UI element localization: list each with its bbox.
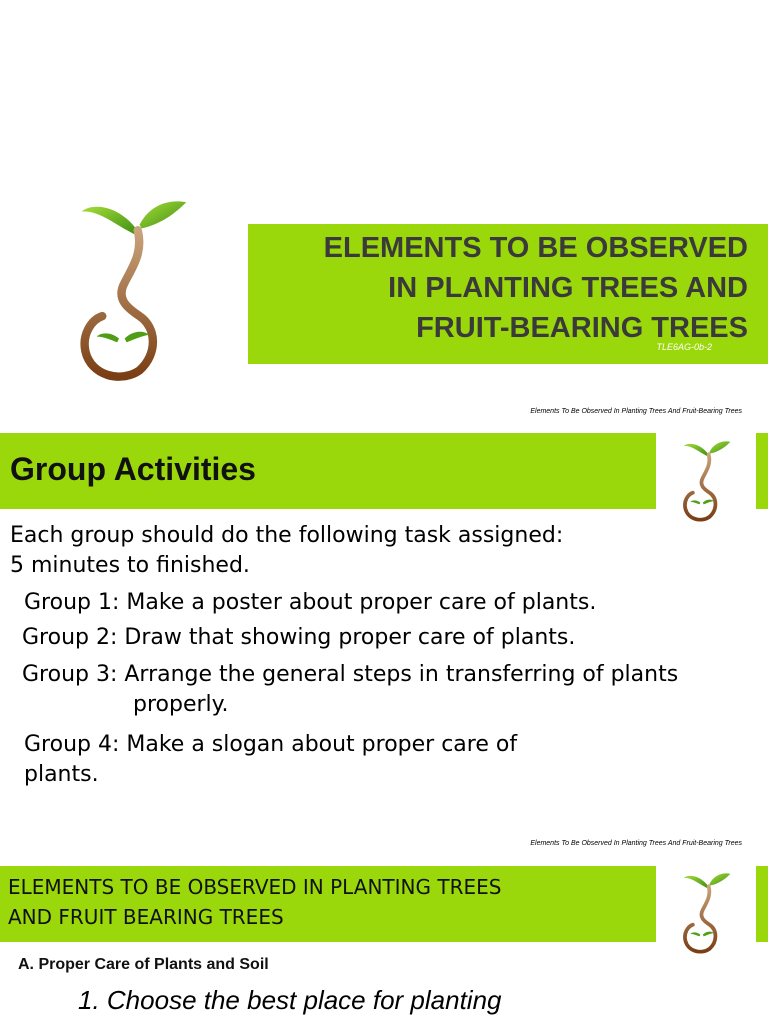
- slide2-group2: Group 2: Draw that showing proper care of plants.: [22, 625, 576, 650]
- slide3-logo: [682, 868, 732, 958]
- slide2-logo: [682, 436, 732, 526]
- slide1-title-box: [248, 224, 768, 364]
- slide1-title-line2: IN PLANTING TREES AND: [388, 272, 748, 304]
- slide2-group3-line2: properly.: [133, 692, 229, 717]
- slide2-group4-line2: plants.: [24, 762, 99, 787]
- slide1-title-line3: FRUIT-BEARING TREES: [416, 312, 748, 344]
- slide1-title: [258, 228, 748, 348]
- sprout-logo-icon: [682, 868, 732, 958]
- slide2-intro-line1: Each group should do the following task assigned:: [10, 523, 564, 548]
- slide2-group1: Group 1: Make a poster about proper care of plants.: [24, 590, 597, 615]
- sprout-logo-icon: [682, 436, 732, 526]
- slide3-title-bar-edge: [756, 866, 768, 942]
- slide3-subheading: A. Proper Care of Plants and Soil: [18, 956, 269, 973]
- slide1-logo: [78, 190, 190, 390]
- slide2-intro-line2: 5 minutes to finished.: [10, 553, 250, 578]
- slide2-title-bar-edge: [756, 433, 768, 509]
- slide1-code: TLE6AG-0b-2: [656, 342, 712, 352]
- slide3-heading-line2: AND FRUIT BEARING TREES: [8, 905, 284, 929]
- slide1-footer: Elements To Be Observed In Planting Trees And Fruit-Bearing Trees: [530, 408, 742, 415]
- slide1-title-line1: ELEMENTS TO BE OBSERVED: [323, 232, 748, 264]
- slide2-heading: Group Activities: [10, 451, 256, 487]
- slide2-group3-line1: Group 3: Arrange the general steps in transferring of plants: [22, 662, 679, 687]
- slide3-heading: [8, 872, 648, 932]
- slide2-group4-line1: Group 4: Make a slogan about proper care of: [24, 732, 518, 757]
- sprout-logo-icon: [78, 190, 190, 390]
- slide2-footer: Elements To Be Observed In Planting Trees And Fruit-Bearing Trees: [530, 840, 742, 847]
- slide3-heading-line1: ELEMENTS TO BE OBSERVED IN PLANTING TREES: [8, 875, 502, 899]
- slide3-point1: 1. Choose the best place for planting: [78, 985, 502, 1015]
